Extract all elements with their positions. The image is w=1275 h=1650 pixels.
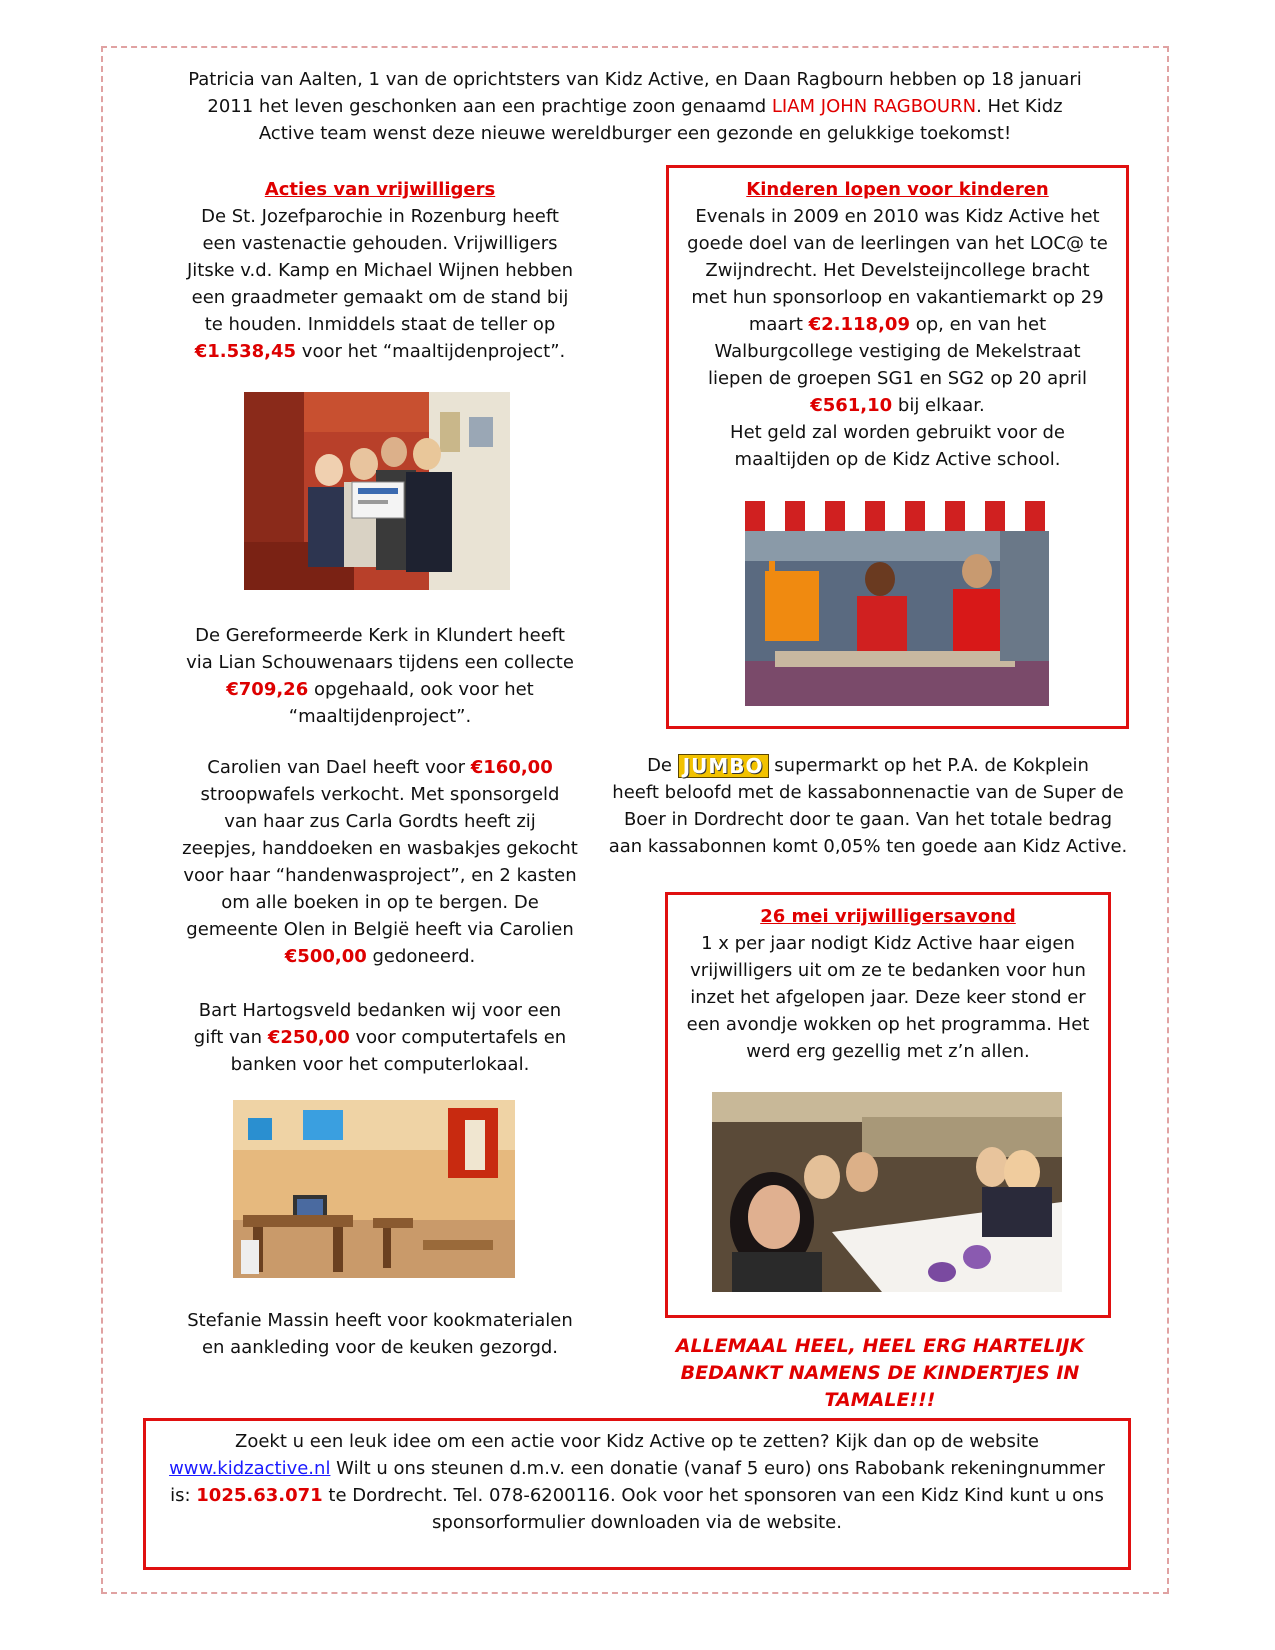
box1-line: goede doel van de leerlingen van het LOC@ te [687,233,1108,254]
p3-line: van haar zus Carla Gordts heeft zij [224,811,536,832]
running-box-text [669,176,1126,473]
p1-line: een vastenactie gehouden. Vrijwilligers [202,233,558,254]
jumbo-logo: JUMBO [678,754,769,778]
jumbo-line: Boer in Dordrecht door te gaan. Van het totale bedrag [623,809,1113,830]
volunteers-photo [244,392,510,590]
p3-line: om alle boeken in op te bergen. De [221,892,539,913]
p2-line: via Lian Schouwenaars tijdens een collecte [186,652,574,673]
jumbo-post: supermarkt op het P.A. de Kokplein [768,755,1089,776]
footer-line-3-post: te Dordrecht. Tel. 078-6200116. Ook voor het sponsoren van een Kidz Kind kunt u ons [322,1485,1104,1506]
evening-heading: 26 mei vrijwilligersavond [760,906,1016,927]
box1-line-amount [669,311,1126,338]
amount: €250,00 [267,1027,350,1048]
box1-line: Evenals in 2009 en 2010 was Kidz Active het [695,206,1100,227]
p4-line: Bart Hartogsveld bedanken wij voor een [198,1000,562,1021]
p3-line-last [160,943,600,970]
footer-line-3 [146,1482,1128,1509]
volunteer-dinner-photo [712,1092,1062,1292]
p3-line-first [160,754,600,781]
thanks-line: TAMALE!!! [824,1389,936,1411]
footer-line-2-text: Wilt u ons steunen d.m.v. een donatie (vanaf 5 euro) ons Rabobank rekeningnummer [330,1458,1105,1479]
thanks-line: BEDANKT NAMENS DE KINDERTJES IN [680,1362,1080,1384]
p3-end: gedoneerd. [366,946,476,967]
jumbo-paragraph [608,752,1128,860]
left-column-middle [160,622,600,1078]
footer-line-1: Zoekt u een leuk idee om een actie voor Kidz Active op te zetten? Kijk dan op de website [235,1431,1039,1452]
intro-text: 2011 het leven geschonken aan een prachtige zoon genaamd [207,96,772,117]
jumbo-line: heeft beloofd met de kassabonnenactie van de Super de [612,782,1124,803]
p1-line: De St. Jozefparochie in Rozenburg heeft [201,206,559,227]
box2-line: 1 x per jaar nodigt Kidz Active haar eigen [701,933,1075,954]
box1-line: Het geld zal worden gebruikt voor de [730,422,1065,443]
website-link[interactable]: www.kidzactive.nl [169,1458,331,1479]
p5-line: en aankleding voor de keuken gezorgd. [201,1337,559,1358]
p4-pre: gift van [193,1027,268,1048]
p4-line-amount [160,1024,600,1051]
footer-text [146,1428,1128,1536]
p1-line: Jitske v.d. Kamp en Michael Wijnen hebben [186,260,574,281]
market-stall-photo [745,501,1049,706]
p4-mid: voor computertafels en [349,1027,567,1048]
intro-line-2 [180,93,1090,120]
p3-line: stroopwafels verkocht. Met sponsorgeld [200,784,560,805]
box1-line: Walburgcollege vestiging de Mekelstraat [714,341,1081,362]
intro-line-1: Patricia van Aalten, 1 van de oprichtsters van Kidz Active, en Daan Ragbourn hebben op 18 januari [188,69,1082,90]
amount: €500,00 [284,946,367,967]
jumbo-line-first [608,752,1128,779]
baby-name: LIAM JOHN RAGBOURN [771,96,977,117]
p2-line-end: “maaltijdenproject”. [288,706,472,727]
p5-line: Stefanie Massin heeft voor kookmaterialen [187,1310,573,1331]
thanks-line: ALLEMAAL HEEL, HEEL ERG HARTELIJK [675,1335,1085,1357]
p1-line-last [160,338,600,365]
box2-line: inzet het afgelopen jaar. Deze keer stond er [690,987,1086,1008]
box1-line: Zwijndrecht. Het Develsteijncollege bracht [705,260,1090,281]
box1-end: bij elkaar. [892,395,985,416]
computer-room-photo [233,1100,515,1278]
left-column-top [160,176,600,365]
p1-line: te houden. Inmiddels staat de teller op [204,314,556,335]
amount: €1.538,45 [194,341,297,362]
amount: €160,00 [470,757,553,778]
box1-mid: op, en van het [909,314,1047,335]
volunteers-heading: Acties van vrijwilligers [264,179,496,200]
footer-line-4: sponsorformulier downloaden via de website. [432,1512,842,1533]
p2-line-amount [160,676,600,703]
box2-line: werd erg gezellig met z’n allen. [746,1041,1030,1062]
jumbo-pre: De [647,755,678,776]
box2-line: vrijwilligers uit om ze te bedanken voor hun [690,960,1086,981]
p3-pre: Carolien van Dael heeft voor [207,757,471,778]
amount: €561,10 [810,395,893,416]
p4-line-end: banken voor het computerlokaal. [230,1054,530,1075]
footer-line-3-pre: is: [170,1485,197,1506]
intro-text-end: . Het Kidz [976,96,1063,117]
box1-line: met hun sponsorloop en vakantiemarkt op 29 [691,287,1104,308]
p1-line: een graadmeter gemaakt om de stand bij [191,287,569,308]
amount: €2.118,09 [808,314,910,335]
left-column-bottom [160,1307,600,1361]
p3-line: gemeente Olen in België heeft via Carolien [186,919,574,940]
p3-line: voor haar “handenwasproject”, en 2 kasten [183,865,577,886]
box1-line: liepen de groepen SG1 en SG2 op 20 april [707,368,1088,389]
intro-paragraph [180,66,1090,147]
p2-line: De Gereformeerde Kerk in Klundert heeft [195,625,565,646]
box1-line-amount2 [669,392,1126,419]
footer-line-2 [146,1455,1128,1482]
intro-line-3: Active team wenst deze nieuwe wereldburger een gezonde en gelukkige toekomst! [258,123,1012,144]
thanks-message [640,1333,1120,1414]
box1-pre: maart [748,314,809,335]
account-number: 1025.63.071 [196,1485,323,1506]
p2-mid: opgehaald, ook voor het [308,679,534,700]
box2-line: een avondje wokken op het programma. Het [686,1014,1090,1035]
running-heading: Kinderen lopen voor kinderen [746,179,1049,200]
jumbo-line: aan kassabonnen komt 0,05% ten goede aan Kidz Active. [608,836,1128,857]
box1-line: maaltijden op de Kidz Active school. [734,449,1061,470]
p3-line: zeepjes, handdoeken en wasbakjes gekocht [182,838,578,859]
amount: €709,26 [226,679,309,700]
p1-end: voor het “maaltijdenproject”. [296,341,566,362]
volunteer-evening-text [668,903,1108,1065]
